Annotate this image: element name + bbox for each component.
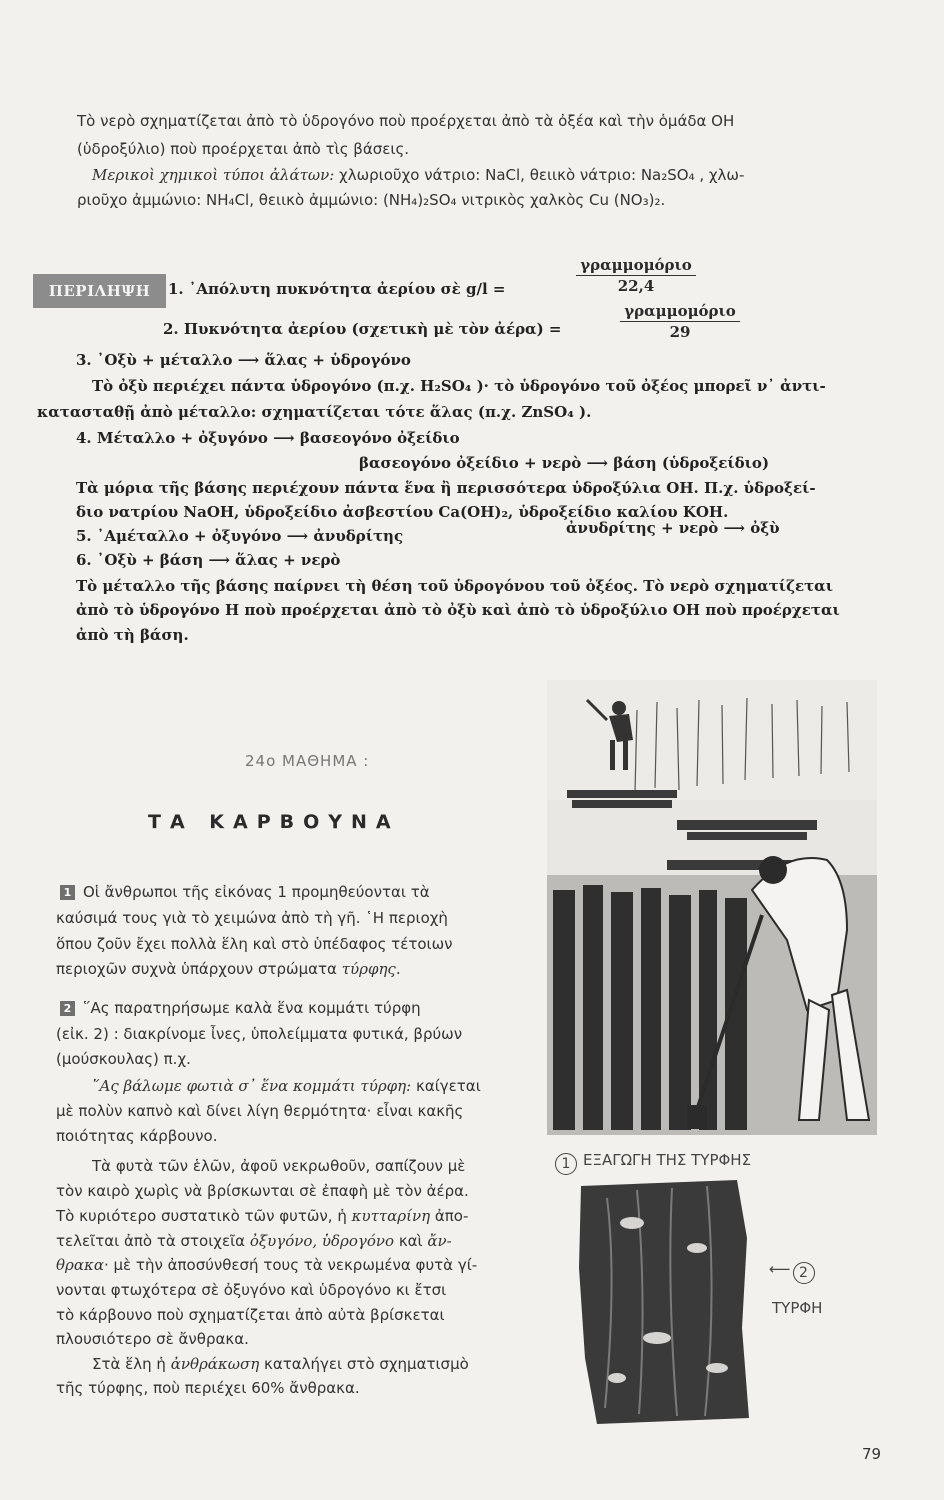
summary-item-6-text-c: ἀπὸ τὴ βάση. (76, 626, 189, 644)
summary-item-6-text-b: ἀπὸ τὸ ὑδρογόνο Η ποὺ προέρχεται ἀπὸ τὸ ὀξὺ καὶ ἀπὸ τὸ ὑδροξύλιο ΟΗ ποὺ προέρχεται (76, 601, 840, 619)
salts-list: χλωριοῦχο νάτριο: NaCl, θειικὸ νάτριο: Na₂SO₄ , χλω- (334, 166, 745, 184)
paragraph-3-line-3: Τὸ κυριότερο συστατικὸ τῶν φυτῶν, ἡ κυτταρίνη ἀπο- (56, 1207, 469, 1225)
summary-item-5: 5. ᾿Αμέταλλο + ὀξυγόνο ⟶ ἀνυδρίτης (76, 527, 404, 545)
fraction-2-numerator: γραμμομόριο (620, 302, 740, 322)
paragraph-4-line-2: τῆς τύρφης, ποὺ περιέχει 60% ἄνθρακα. (56, 1379, 360, 1397)
fraction-1-denominator: 22,4 (617, 277, 655, 295)
fraction-1-numerator: γραμμομόριο (576, 256, 696, 276)
term-carbon: θρακα (56, 1256, 104, 1274)
paragraph-2-line-3: (μούσκουλας) π.χ. (56, 1050, 191, 1068)
summary-item-4-text-b: Τὰ μόρια τῆς βάσης περιέχουν πάντα ἕνα ἢ περισσότερα ὑδροξύλια ΟΗ. Π.χ. ὑδροξεί- (76, 479, 816, 497)
summary-item-2: 2. Πυκνότητα ἀερίου (σχετικὴ μὲ τὸν ἀέρα) = (163, 320, 562, 338)
summary-item-6-text-a: Τὸ μέταλλο τῆς βάσης παίρνει τὴ θέση τοῦ ὑδρογόνου τοῦ ὀξέος. Τὸ νερὸ σχηματίζεται (76, 577, 833, 595)
paragraph-1-line-4: περιοχῶν συχνὰ ὑπάρχουν στρώματα τύρφης. (56, 960, 401, 978)
summary-item-3-text-a: Τὸ ὀξὺ περιέχει πάντα ὑδρογόνο (π.χ. H₂SO₄ )· τὸ ὑδρογόνο τοῦ ὀξέος μπορεῖ ν᾿ ἀντι- (92, 377, 826, 395)
term-peat: τύρφης. (341, 960, 401, 978)
arrow-left-icon: ⟵ (769, 1260, 791, 1278)
summary-item-5-text-b: ἀνυδρίτης + νερὸ ⟶ ὀξὺ (566, 519, 780, 537)
summary-item-3-text-b: κατασταθῇ ἀπὸ μέταλλο: σχηματίζεται τότε ἅλας (π.χ. ZnSO₄ ). (37, 403, 592, 421)
paragraph-3-line-7: τὸ κάρβουνο ποὺ σχηματίζεται ἀπὸ αὐτὰ βρίσκεται (56, 1306, 445, 1324)
paragraph-1-number: 1 (60, 885, 75, 900)
paragraph-3-line-6: νονται φτωχότερα σὲ ὀξυγόνο καὶ ὑδρογόνο κι ἔτσι (56, 1281, 447, 1299)
term-elements: ὀξυγόνο, ὑδρογόνο (249, 1232, 395, 1250)
summary-item-6: 6. ᾿Οξὺ + βάση ⟶ ἅλας + νερὸ (76, 551, 341, 569)
summary-item-1: 1. ᾿Απόλυτη πυκνότητα ἀερίου σὲ g/l = (168, 280, 506, 298)
paragraph-3-line-4: τελεῖται ἀπὸ τὰ στοιχεῖα ὀξυγόνο, ὑδρογόνο καὶ ἄν- (56, 1232, 452, 1250)
figure-1-number: 1 (555, 1153, 577, 1175)
paragraph-3-line-5: θρακα· μὲ τὴν ἀποσύνθεσή τους τὰ νεκρωμένα φυτὰ γί- (56, 1256, 478, 1274)
summary-item-3: 3. ᾿Οξὺ + μέταλλο ⟶ ἅλας + ὑδρογόνο (76, 351, 411, 369)
fraction-2 (620, 302, 740, 341)
summary-item-4-text-a: βασεογόνο ὀξείδιο + νερὸ ⟶ βάση (ὑδροξείδιο) (359, 454, 770, 472)
paragraph-2-line-2: (εἰκ. 2) : διακρίνομε ἶνες, ὑπολείμματα φυτικά, βρύων (56, 1025, 463, 1043)
paragraph-4-line-1: Στὰ ἕλη ἡ ἀνθράκωση καταλήγει στὸ σχηματισμὸ (92, 1355, 469, 1373)
summary-item-4-text-c: διο νατρίου NaOH, ὑδροξείδιο ἀσβεστίου Ca(OH)₂, ὑδροξείδιο καλίου ΚΟΗ. (76, 503, 729, 521)
figure-2-number: 2 (793, 1262, 815, 1284)
fraction-2-denominator: 29 (669, 323, 691, 341)
peat-extraction-illustration (547, 680, 877, 1135)
lesson-label: 24ο ΜΑΘΗΜΑ : (245, 752, 370, 770)
paragraph-2-line-5: μὲ πολὺν καπνὸ καὶ δίνει λίγη θερμότητα· εἶναι κακῆς (56, 1102, 464, 1120)
intro-line-3 (92, 166, 744, 184)
figure-2-caption: ΤΥΡΦΗ (772, 1299, 823, 1317)
paragraph-3-line-1: Τὰ φυτὰ τῶν ἑλῶν, ἀφοῦ νεκρωθοῦν, σαπίζουν μὲ (92, 1157, 466, 1175)
figure-2-pointer (769, 1260, 821, 1284)
intro-line-4: ριοῦχο ἀμμώνιο: NH₄Cl, θειικὸ ἀμμώνιο: (NH₄)₂SO₄ νιτρικὸς χαλκὸς Cu (NO₃)₂. (77, 191, 666, 209)
paragraph-1-line-2: καύσιμά τους γιὰ τὸ χειμώνα ἀπὸ τὴ γῆ. ῾Η περιοχὴ (56, 909, 448, 927)
paragraph-3-line-8: πλουσιότερο σὲ ἄνθρακα. (56, 1330, 249, 1348)
paragraph-3-line-2: τὸν καιρὸ χωρὶς νὰ βρίσκωνται σὲ ἐπαφὴ μὲ τὸν ἀέρα. (56, 1182, 469, 1200)
paragraph-1-line-3: ὅπου ζοῦν ἔχει πολλὰ ἕλη καὶ στὸ ὑπέδαφος τέτοιων (56, 935, 453, 953)
summary-badge: ΠΕΡΙΛΗΨΗ (33, 274, 166, 308)
paragraph-2-number: 2 (60, 1001, 75, 1016)
term-carbonization: ἀνθράκωση (170, 1355, 260, 1373)
peat-sample-illustration (577, 1178, 752, 1426)
page-number: 79 (862, 1445, 882, 1463)
figure-1-caption: 1 ΕΞΑΓΩΓΗ ΤΗΣ ΤΥΡΦΗΣ (555, 1151, 751, 1175)
summary-item-4: 4. Μέταλλο + ὀξυγόνο ⟶ βασεογόνο ὀξείδιο (76, 429, 460, 447)
intro-line-2: (ὑδροξύλιο) ποὺ προέρχεται ἀπὸ τὶς βάσεις. (77, 140, 410, 158)
paragraph-1-line-1: 1 Οἱ ἄνθρωποι τῆς εἰκόνας 1 προμηθεύονται τὰ (60, 883, 430, 901)
paragraph-2-line-1: 2 ῞Ας παρατηρήσωμε καλὰ ἕνα κομμάτι τύρφη (60, 999, 421, 1017)
salts-label: Μερικοὶ χημικοὶ τύποι ἀλάτων: (92, 166, 335, 184)
term-cellulose: κυτταρίνη (351, 1207, 431, 1225)
chapter-title: ΤΑ ΚΑΡΒΟΥΝΑ (148, 811, 400, 833)
fraction-1 (576, 256, 696, 295)
paragraph-2-line-4: ῞Ας βάλωμε φωτιὰ σ᾿ ἕνα κομμάτι τύρφη: καίγεται (92, 1077, 481, 1095)
intro-line-1: Τὸ νερὸ σχηματίζεται ἀπὸ τὸ ὑδρογόνο ποὺ προέρχεται ἀπὸ τὰ ὀξέα καὶ τὴν ὁμάδα ΟΗ (77, 112, 735, 130)
paragraph-2-line-6: ποιότητας κάρβουνο. (56, 1127, 218, 1145)
